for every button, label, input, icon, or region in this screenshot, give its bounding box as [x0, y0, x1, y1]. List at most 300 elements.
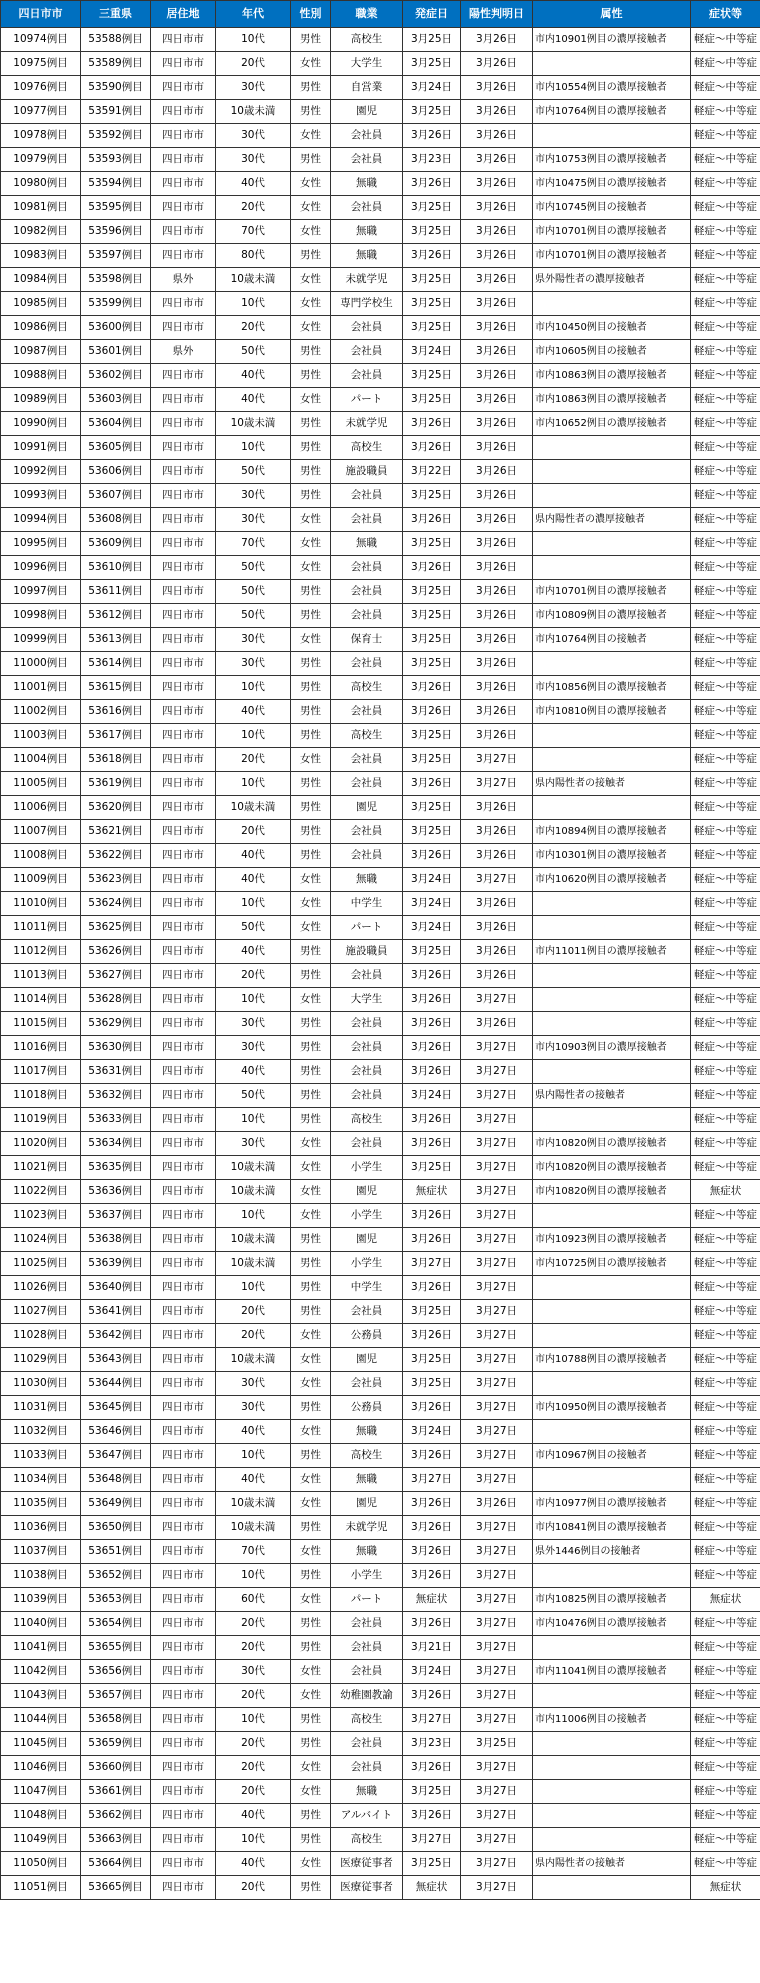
table-row	[1, 1468, 760, 1492]
cell-sex: 男性	[291, 820, 331, 844]
cell-age: 20代	[216, 52, 291, 76]
cell-mie-no: 53642例目	[81, 1324, 151, 1348]
cell-sex: 女性	[291, 124, 331, 148]
cell-residence: 四日市市	[151, 1108, 216, 1132]
cell-onset-date: 3月25日	[403, 1780, 461, 1804]
cell-attribute: 市内10820例目の濃厚接触者	[533, 1156, 691, 1180]
cell-mie-no: 53611例目	[81, 580, 151, 604]
cell-mie-no: 53599例目	[81, 292, 151, 316]
cell-symptoms: 軽症～中等症	[691, 940, 760, 964]
cell-age: 10代	[216, 988, 291, 1012]
cell-age: 10歳未満	[216, 1492, 291, 1516]
cell-symptoms: 軽症～中等症	[691, 916, 760, 940]
cell-mie-no: 53598例目	[81, 268, 151, 292]
cell-sex: 男性	[291, 1876, 331, 1900]
cell-residence: 四日市市	[151, 28, 216, 52]
cell-mie-no: 53647例目	[81, 1444, 151, 1468]
cell-yokkaichi-no: 10989例目	[1, 388, 81, 412]
cell-positive-date: 3月27日	[461, 1444, 533, 1468]
cell-mie-no: 53661例目	[81, 1780, 151, 1804]
cell-symptoms: 軽症～中等症	[691, 796, 760, 820]
cell-onset-date: 3月25日	[403, 724, 461, 748]
cell-positive-date: 3月26日	[461, 844, 533, 868]
cell-yokkaichi-no: 10980例目	[1, 172, 81, 196]
table-row	[1, 1540, 760, 1564]
cell-attribute: 市内10554例目の濃厚接触者	[533, 76, 691, 100]
cell-yokkaichi-no: 10983例目	[1, 244, 81, 268]
cell-sex: 男性	[291, 460, 331, 484]
cell-occupation: 高校生	[331, 1828, 403, 1852]
cell-positive-date: 3月27日	[461, 1828, 533, 1852]
cell-onset-date: 3月25日	[403, 1852, 461, 1876]
cell-positive-date: 3月26日	[461, 892, 533, 916]
table-row	[1, 1612, 760, 1636]
cell-age: 30代	[216, 484, 291, 508]
cell-onset-date: 3月26日	[403, 1012, 461, 1036]
cell-yokkaichi-no: 10990例目	[1, 412, 81, 436]
cell-occupation: 会社員	[331, 748, 403, 772]
cell-mie-no: 53628例目	[81, 988, 151, 1012]
cell-age: 10代	[216, 1444, 291, 1468]
cell-positive-date: 3月26日	[461, 724, 533, 748]
cell-attribute: 市内10809例目の濃厚接触者	[533, 604, 691, 628]
cell-attribute	[533, 1012, 691, 1036]
cell-symptoms: 軽症～中等症	[691, 1348, 760, 1372]
cell-positive-date: 3月26日	[461, 196, 533, 220]
cell-occupation: 中学生	[331, 1276, 403, 1300]
cell-occupation: 会社員	[331, 1012, 403, 1036]
cell-yokkaichi-no: 11002例目	[1, 700, 81, 724]
cell-symptoms: 無症状	[691, 1180, 760, 1204]
cell-occupation: 公務員	[331, 1396, 403, 1420]
table-row	[1, 1804, 760, 1828]
cell-onset-date: 無症状	[403, 1180, 461, 1204]
cell-symptoms: 軽症～中等症	[691, 388, 760, 412]
table-row	[1, 484, 760, 508]
cell-age: 40代	[216, 940, 291, 964]
cell-attribute: 市内11041例目の濃厚接触者	[533, 1660, 691, 1684]
cell-onset-date: 3月26日	[403, 1108, 461, 1132]
cell-sex: 女性	[291, 1852, 331, 1876]
cell-residence: 四日市市	[151, 1276, 216, 1300]
cell-onset-date: 3月26日	[403, 844, 461, 868]
cell-onset-date: 3月27日	[403, 1828, 461, 1852]
cell-occupation: 高校生	[331, 1108, 403, 1132]
cell-positive-date: 3月27日	[461, 1756, 533, 1780]
cell-attribute	[533, 532, 691, 556]
table-row	[1, 1564, 760, 1588]
cell-positive-date: 3月27日	[461, 1612, 533, 1636]
cell-residence: 四日市市	[151, 1396, 216, 1420]
cell-yokkaichi-no: 11045例目	[1, 1732, 81, 1756]
cell-mie-no: 53610例目	[81, 556, 151, 580]
cell-age: 30代	[216, 1660, 291, 1684]
cell-symptoms: 軽症～中等症	[691, 1516, 760, 1540]
cell-residence: 四日市市	[151, 580, 216, 604]
cell-occupation: 高校生	[331, 436, 403, 460]
cell-positive-date: 3月27日	[461, 1420, 533, 1444]
cell-yokkaichi-no: 11007例目	[1, 820, 81, 844]
cell-symptoms: 軽症～中等症	[691, 460, 760, 484]
cell-attribute: 市内10652例目の濃厚接触者	[533, 412, 691, 436]
cell-residence: 四日市市	[151, 1516, 216, 1540]
table-row	[1, 1108, 760, 1132]
cell-mie-no: 53623例目	[81, 868, 151, 892]
cell-sex: 女性	[291, 196, 331, 220]
header-occupation: 職業	[331, 1, 403, 28]
table-row	[1, 436, 760, 460]
cell-mie-no: 53606例目	[81, 460, 151, 484]
cell-residence: 四日市市	[151, 628, 216, 652]
cell-occupation: 会社員	[331, 1612, 403, 1636]
table-row	[1, 1828, 760, 1852]
table-row	[1, 1060, 760, 1084]
cell-onset-date: 無症状	[403, 1588, 461, 1612]
cell-age: 10歳未満	[216, 1516, 291, 1540]
cell-sex: 男性	[291, 1108, 331, 1132]
cell-sex: 男性	[291, 1036, 331, 1060]
cell-sex: 男性	[291, 340, 331, 364]
cell-age: 50代	[216, 604, 291, 628]
cell-symptoms: 軽症～中等症	[691, 1660, 760, 1684]
cell-age: 60代	[216, 1588, 291, 1612]
cell-age: 10代	[216, 772, 291, 796]
cell-positive-date: 3月27日	[461, 1780, 533, 1804]
cell-occupation: 会社員	[331, 1372, 403, 1396]
cell-residence: 四日市市	[151, 772, 216, 796]
cell-residence: 四日市市	[151, 1852, 216, 1876]
cell-attribute	[533, 1300, 691, 1324]
cell-age: 30代	[216, 148, 291, 172]
cell-positive-date: 3月26日	[461, 556, 533, 580]
cell-attribute	[533, 652, 691, 676]
cell-age: 70代	[216, 220, 291, 244]
cell-sex: 女性	[291, 220, 331, 244]
cell-occupation: 未就学児	[331, 268, 403, 292]
cell-symptoms: 軽症～中等症	[691, 1756, 760, 1780]
cell-yokkaichi-no: 10974例目	[1, 28, 81, 52]
cell-symptoms: 軽症～中等症	[691, 1252, 760, 1276]
cell-residence: 四日市市	[151, 1756, 216, 1780]
table-row	[1, 196, 760, 220]
cell-positive-date: 3月27日	[461, 1084, 533, 1108]
cell-onset-date: 3月26日	[403, 1060, 461, 1084]
cell-yokkaichi-no: 10979例目	[1, 148, 81, 172]
cell-positive-date: 3月27日	[461, 1636, 533, 1660]
cell-positive-date: 3月26日	[461, 412, 533, 436]
cell-residence: 四日市市	[151, 556, 216, 580]
cell-positive-date: 3月27日	[461, 1228, 533, 1252]
cell-attribute	[533, 1372, 691, 1396]
cell-positive-date: 3月26日	[461, 436, 533, 460]
cell-age: 20代	[216, 964, 291, 988]
cell-onset-date: 3月26日	[403, 1276, 461, 1300]
cell-age: 80代	[216, 244, 291, 268]
cell-sex: 男性	[291, 412, 331, 436]
cell-positive-date: 3月26日	[461, 340, 533, 364]
cell-residence: 四日市市	[151, 1204, 216, 1228]
cell-mie-no: 53636例目	[81, 1180, 151, 1204]
cell-onset-date: 3月26日	[403, 1444, 461, 1468]
cell-sex: 女性	[291, 292, 331, 316]
cell-attribute: 市内10701例目の濃厚接触者	[533, 580, 691, 604]
cell-positive-date: 3月26日	[461, 316, 533, 340]
cell-residence: 四日市市	[151, 1828, 216, 1852]
cell-age: 20代	[216, 1780, 291, 1804]
cell-sex: 男性	[291, 1252, 331, 1276]
cell-symptoms: 軽症～中等症	[691, 1708, 760, 1732]
cell-attribute	[533, 1756, 691, 1780]
cell-attribute	[533, 1420, 691, 1444]
cell-occupation: 未就学児	[331, 1516, 403, 1540]
cell-attribute: 県内陽性者の濃厚接触者	[533, 508, 691, 532]
header-mie-no: 三重県	[81, 1, 151, 28]
header-age: 年代	[216, 1, 291, 28]
cell-symptoms: 軽症～中等症	[691, 340, 760, 364]
cell-symptoms: 軽症～中等症	[691, 748, 760, 772]
cell-onset-date: 3月25日	[403, 268, 461, 292]
cell-mie-no: 53588例目	[81, 28, 151, 52]
cell-positive-date: 3月27日	[461, 1108, 533, 1132]
cell-onset-date: 3月26日	[403, 1204, 461, 1228]
cell-positive-date: 3月26日	[461, 100, 533, 124]
cell-sex: 男性	[291, 1516, 331, 1540]
cell-residence: 県外	[151, 340, 216, 364]
cell-mie-no: 53591例目	[81, 100, 151, 124]
cell-symptoms: 軽症～中等症	[691, 1420, 760, 1444]
cell-yokkaichi-no: 10976例目	[1, 76, 81, 100]
cell-age: 30代	[216, 1372, 291, 1396]
cell-occupation: 会社員	[331, 1036, 403, 1060]
cell-residence: 四日市市	[151, 1708, 216, 1732]
table-row	[1, 1876, 760, 1900]
table-row	[1, 52, 760, 76]
cell-residence: 四日市市	[151, 964, 216, 988]
cell-symptoms: 無症状	[691, 1588, 760, 1612]
cell-yokkaichi-no: 11033例目	[1, 1444, 81, 1468]
cell-residence: 四日市市	[151, 292, 216, 316]
cell-age: 30代	[216, 628, 291, 652]
cell-mie-no: 53621例目	[81, 820, 151, 844]
cell-onset-date: 3月26日	[403, 1756, 461, 1780]
table-row	[1, 1708, 760, 1732]
table-row	[1, 412, 760, 436]
cell-age: 40代	[216, 1060, 291, 1084]
cell-onset-date: 3月25日	[403, 1372, 461, 1396]
cell-attribute	[533, 1324, 691, 1348]
cell-positive-date: 3月26日	[461, 76, 533, 100]
cell-positive-date: 3月26日	[461, 1012, 533, 1036]
cell-attribute: 市内10475例目の濃厚接触者	[533, 172, 691, 196]
cell-onset-date: 3月27日	[403, 1252, 461, 1276]
cell-positive-date: 3月27日	[461, 988, 533, 1012]
cell-attribute: 市内10901例目の濃厚接触者	[533, 28, 691, 52]
cell-mie-no: 53601例目	[81, 340, 151, 364]
cell-positive-date: 3月26日	[461, 820, 533, 844]
cell-sex: 女性	[291, 1204, 331, 1228]
cell-age: 10代	[216, 1564, 291, 1588]
table-row	[1, 1204, 760, 1228]
cell-sex: 男性	[291, 724, 331, 748]
cell-yokkaichi-no: 11048例目	[1, 1804, 81, 1828]
cell-sex: 男性	[291, 1228, 331, 1252]
table-row	[1, 124, 760, 148]
cell-age: 10代	[216, 1108, 291, 1132]
cell-mie-no: 53663例目	[81, 1828, 151, 1852]
cell-onset-date: 3月25日	[403, 220, 461, 244]
cell-yokkaichi-no: 11005例目	[1, 772, 81, 796]
cell-attribute	[533, 124, 691, 148]
cell-sex: 女性	[291, 1132, 331, 1156]
cell-onset-date: 3月25日	[403, 652, 461, 676]
cell-attribute: 市内10701例目の濃厚接触者	[533, 220, 691, 244]
cell-symptoms: 軽症～中等症	[691, 676, 760, 700]
table-row	[1, 604, 760, 628]
cell-mie-no: 53597例目	[81, 244, 151, 268]
cell-sex: 男性	[291, 1732, 331, 1756]
cell-mie-no: 53641例目	[81, 1300, 151, 1324]
cell-yokkaichi-no: 10978例目	[1, 124, 81, 148]
cell-age: 50代	[216, 580, 291, 604]
cell-occupation: 会社員	[331, 484, 403, 508]
cell-yokkaichi-no: 11029例目	[1, 1348, 81, 1372]
cell-yokkaichi-no: 11009例目	[1, 868, 81, 892]
cell-onset-date: 3月25日	[403, 100, 461, 124]
cell-onset-date: 3月26日	[403, 1684, 461, 1708]
cell-sex: 男性	[291, 940, 331, 964]
table-row	[1, 652, 760, 676]
cell-occupation: 高校生	[331, 1708, 403, 1732]
cell-mie-no: 53609例目	[81, 532, 151, 556]
cell-symptoms: 軽症～中等症	[691, 988, 760, 1012]
cell-onset-date: 3月25日	[403, 1300, 461, 1324]
cell-mie-no: 53657例目	[81, 1684, 151, 1708]
table-row	[1, 100, 760, 124]
cell-symptoms: 軽症～中等症	[691, 1228, 760, 1252]
cell-occupation: 園児	[331, 1348, 403, 1372]
cell-residence: 四日市市	[151, 532, 216, 556]
cell-occupation: パート	[331, 916, 403, 940]
cell-occupation: 園児	[331, 1228, 403, 1252]
cell-onset-date: 3月23日	[403, 1732, 461, 1756]
cell-onset-date: 3月25日	[403, 1156, 461, 1180]
table-row	[1, 316, 760, 340]
cell-positive-date: 3月26日	[461, 148, 533, 172]
cell-sex: 男性	[291, 1612, 331, 1636]
cell-yokkaichi-no: 11035例目	[1, 1492, 81, 1516]
cell-residence: 四日市市	[151, 148, 216, 172]
cell-mie-no: 53632例目	[81, 1084, 151, 1108]
cell-symptoms: 軽症～中等症	[691, 724, 760, 748]
cell-positive-date: 3月26日	[461, 532, 533, 556]
cell-onset-date: 3月25日	[403, 604, 461, 628]
cell-yokkaichi-no: 11006例目	[1, 796, 81, 820]
cell-occupation: 高校生	[331, 28, 403, 52]
table-row	[1, 1852, 760, 1876]
cell-residence: 四日市市	[151, 1300, 216, 1324]
cell-symptoms: 軽症～中等症	[691, 556, 760, 580]
cell-age: 40代	[216, 172, 291, 196]
cell-yokkaichi-no: 11025例目	[1, 1252, 81, 1276]
cell-residence: 四日市市	[151, 460, 216, 484]
cell-mie-no: 53665例目	[81, 1876, 151, 1900]
cell-sex: 男性	[291, 1084, 331, 1108]
cell-sex: 女性	[291, 1660, 331, 1684]
cell-onset-date: 3月25日	[403, 196, 461, 220]
cell-occupation: パート	[331, 1588, 403, 1612]
cell-occupation: 会社員	[331, 772, 403, 796]
cell-age: 50代	[216, 556, 291, 580]
cell-age: 40代	[216, 700, 291, 724]
cell-residence: 四日市市	[151, 1444, 216, 1468]
cell-attribute: 市内10301例目の濃厚接触者	[533, 844, 691, 868]
cell-symptoms: 軽症～中等症	[691, 364, 760, 388]
cell-sex: 女性	[291, 508, 331, 532]
cell-residence: 四日市市	[151, 844, 216, 868]
cell-positive-date: 3月27日	[461, 1276, 533, 1300]
cell-onset-date: 3月25日	[403, 484, 461, 508]
cell-residence: 四日市市	[151, 988, 216, 1012]
cell-sex: 女性	[291, 1684, 331, 1708]
cell-symptoms: 軽症～中等症	[691, 1444, 760, 1468]
cell-symptoms: 軽症～中等症	[691, 1372, 760, 1396]
cell-occupation: 会社員	[331, 964, 403, 988]
cell-symptoms: 軽症～中等症	[691, 316, 760, 340]
cell-age: 20代	[216, 1684, 291, 1708]
cell-occupation: 小学生	[331, 1204, 403, 1228]
cell-residence: 県外	[151, 268, 216, 292]
cell-sex: 女性	[291, 268, 331, 292]
table-row	[1, 772, 760, 796]
cell-yokkaichi-no: 11050例目	[1, 1852, 81, 1876]
cell-age: 10代	[216, 676, 291, 700]
cell-mie-no: 53590例目	[81, 76, 151, 100]
cell-yokkaichi-no: 11020例目	[1, 1132, 81, 1156]
cell-attribute	[533, 1204, 691, 1228]
cell-attribute: 市内11006例目の接触者	[533, 1708, 691, 1732]
table-row	[1, 508, 760, 532]
cell-attribute	[533, 1804, 691, 1828]
cell-symptoms: 軽症～中等症	[691, 1324, 760, 1348]
cell-attribute	[533, 988, 691, 1012]
cell-age: 10代	[216, 724, 291, 748]
cell-sex: 男性	[291, 1300, 331, 1324]
cell-residence: 四日市市	[151, 316, 216, 340]
cell-mie-no: 53634例目	[81, 1132, 151, 1156]
table-row	[1, 628, 760, 652]
cell-positive-date: 3月26日	[461, 1492, 533, 1516]
cell-residence: 四日市市	[151, 1780, 216, 1804]
cell-symptoms: 軽症～中等症	[691, 1828, 760, 1852]
table-row	[1, 172, 760, 196]
cell-sex: 女性	[291, 1420, 331, 1444]
cell-age: 10歳未満	[216, 1252, 291, 1276]
cell-attribute: 市内10820例目の濃厚接触者	[533, 1180, 691, 1204]
cell-occupation: 会社員	[331, 364, 403, 388]
cell-positive-date: 3月27日	[461, 1660, 533, 1684]
cell-mie-no: 53625例目	[81, 916, 151, 940]
cell-age: 30代	[216, 652, 291, 676]
cell-attribute	[533, 1684, 691, 1708]
table-row	[1, 868, 760, 892]
cell-onset-date: 3月26日	[403, 772, 461, 796]
cell-symptoms: 軽症～中等症	[691, 436, 760, 460]
cell-onset-date: 3月26日	[403, 124, 461, 148]
cell-age: 20代	[216, 1732, 291, 1756]
cell-symptoms: 軽症～中等症	[691, 844, 760, 868]
cell-residence: 四日市市	[151, 508, 216, 532]
cell-onset-date: 3月26日	[403, 1804, 461, 1828]
